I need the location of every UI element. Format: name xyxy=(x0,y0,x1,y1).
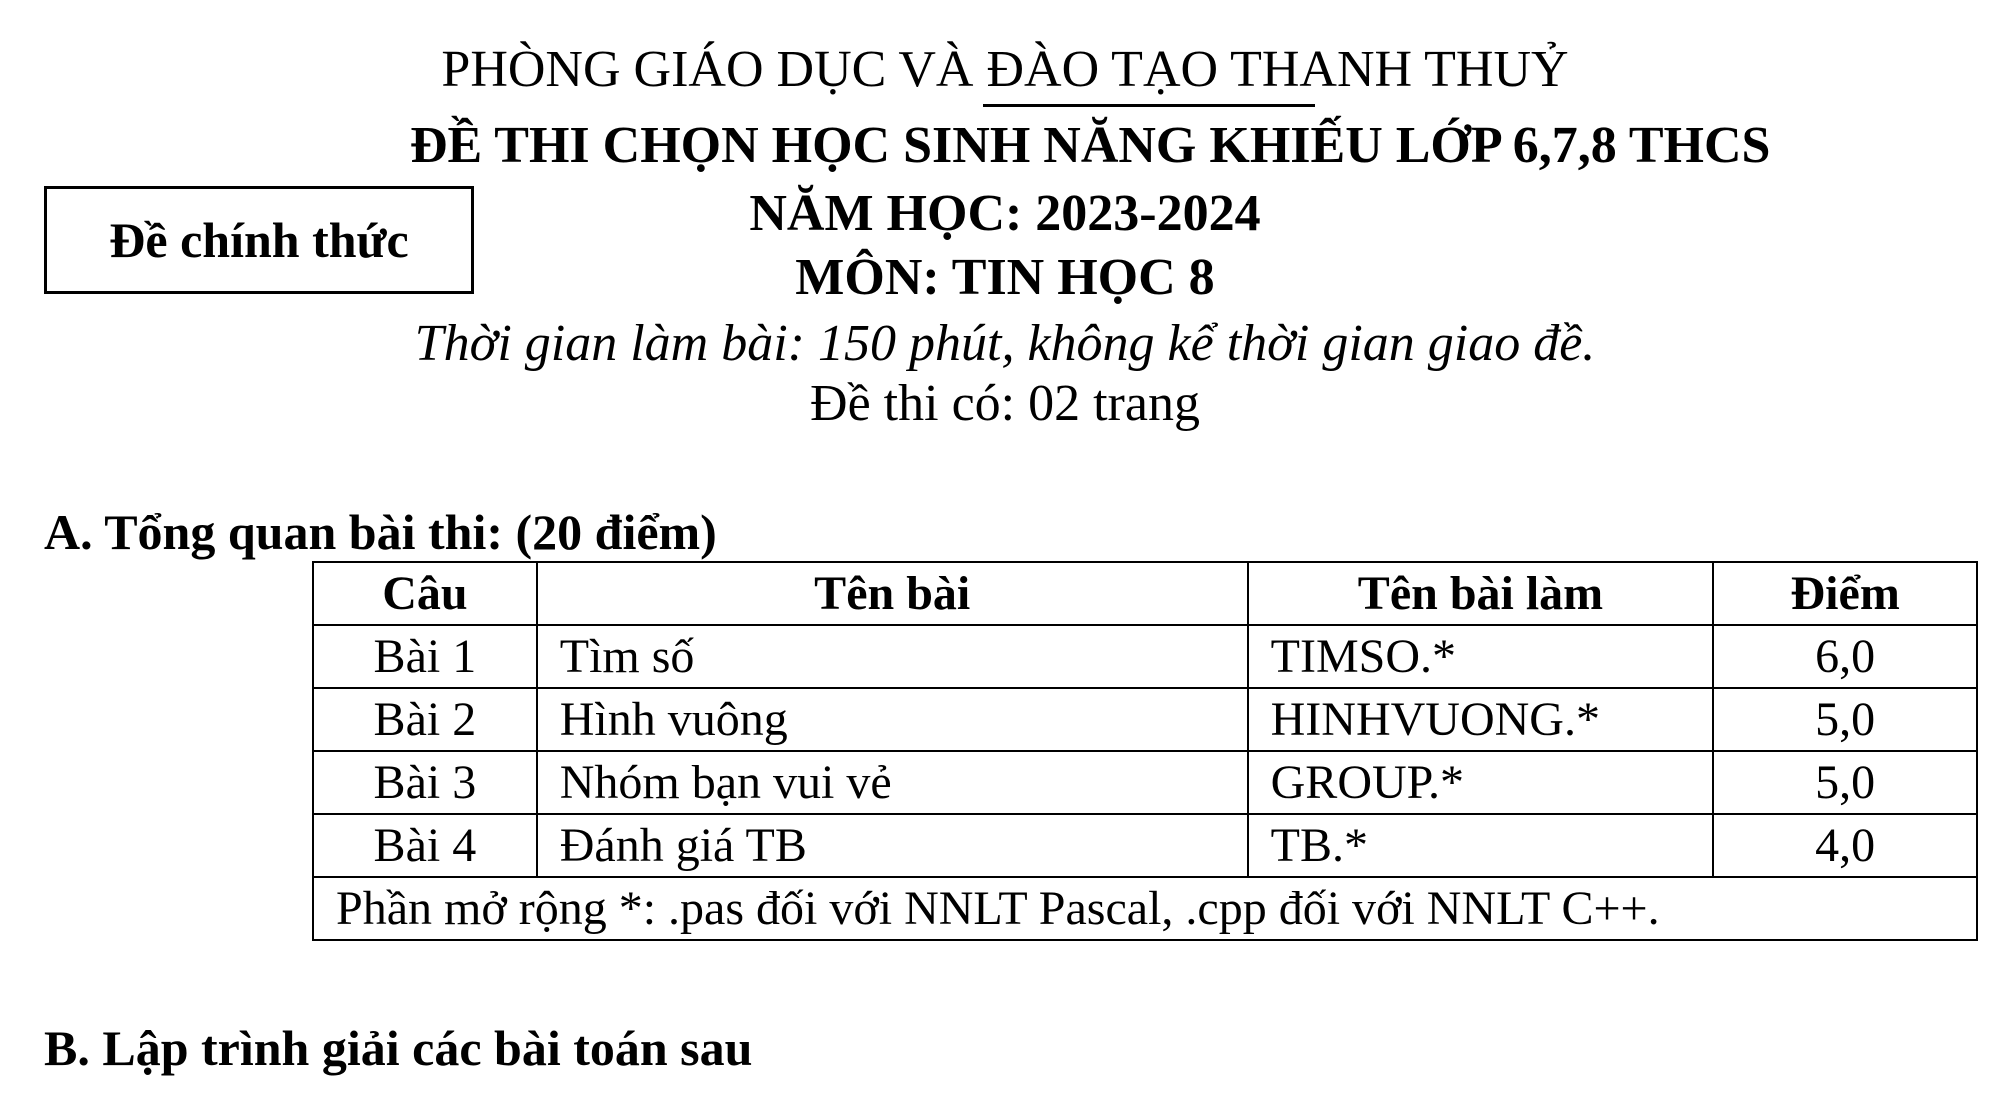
page-count: Đề thi có: 02 trang xyxy=(810,375,1200,432)
school-year: NĂM HỌC: 2023-2024 xyxy=(749,185,1261,242)
header-cell-file-name: Tên bài làm xyxy=(1248,562,1714,625)
overview-table xyxy=(312,561,1978,941)
table-note-row xyxy=(313,877,1977,940)
department-underline xyxy=(983,104,1315,107)
table-row xyxy=(313,751,1977,814)
section-a-title: A. Tổng quan bài thi: (20 điểm) xyxy=(44,504,717,560)
cell-score: 4,0 xyxy=(1713,814,1977,877)
exam-subject: MÔN: TIN HỌC 8 xyxy=(795,249,1215,306)
table-row xyxy=(313,814,1977,877)
header-cell-score: Điểm xyxy=(1713,562,1977,625)
table-row xyxy=(313,625,1977,688)
table-header-row xyxy=(313,562,1977,625)
exam-title: ĐỀ THI CHỌN HỌC SINH NĂNG KHIẾU LỚP 6,7,8 THCS xyxy=(410,117,1771,174)
time-note: Thời gian làm bài: 150 phút, không kể thời gian giao đề. xyxy=(414,315,1596,372)
cell-score: 6,0 xyxy=(1713,625,1977,688)
cell-question: Bài 1 xyxy=(313,625,537,688)
cell-file-name: TB.* xyxy=(1248,814,1714,877)
cell-question: Bài 3 xyxy=(313,751,537,814)
table-row xyxy=(313,688,1977,751)
official-exam-label: Đề chính thức xyxy=(44,186,474,294)
cell-file-name: TIMSO.* xyxy=(1248,625,1714,688)
header-cell-problem-name: Tên bài xyxy=(537,562,1248,625)
section-b-title: B. Lập trình giải các bài toán sau xyxy=(44,1020,753,1076)
department-name: PHÒNG GIÁO DỤC VÀ ĐÀO TẠO THANH THUỶ xyxy=(441,41,1569,98)
header-cell-question: Câu xyxy=(313,562,537,625)
cell-problem-name: Tìm số xyxy=(537,625,1248,688)
cell-file-name: HINHVUONG.* xyxy=(1248,688,1714,751)
extension-note: Phần mở rộng *: .pas đối với NNLT Pascal, .cpp đối với NNLT C++. xyxy=(313,877,1977,940)
cell-question: Bài 4 xyxy=(313,814,537,877)
cell-question: Bài 2 xyxy=(313,688,537,751)
cell-problem-name: Hình vuông xyxy=(537,688,1248,751)
cell-score: 5,0 xyxy=(1713,751,1977,814)
cell-problem-name: Đánh giá TB xyxy=(537,814,1248,877)
cell-file-name: GROUP.* xyxy=(1248,751,1714,814)
cell-problem-name: Nhóm bạn vui vẻ xyxy=(537,751,1248,814)
cell-score: 5,0 xyxy=(1713,688,1977,751)
